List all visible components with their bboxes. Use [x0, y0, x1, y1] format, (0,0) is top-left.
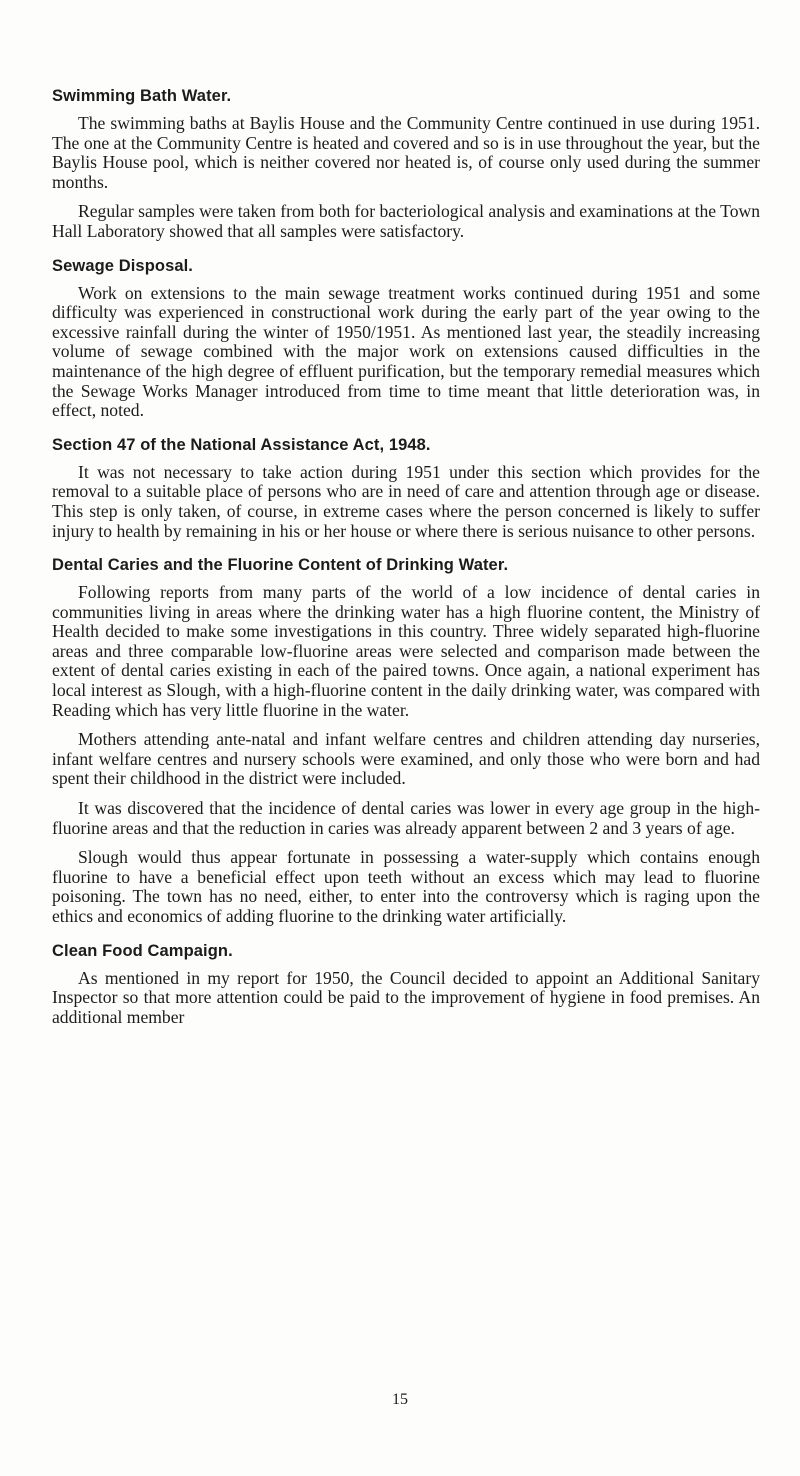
paragraph: As mentioned in my report for 1950, the Council decided to appoint an Additional Sanitary Inspector so that more attention could be paid to the improvement of hygiene in food premises. An additional member — [52, 967, 760, 1027]
page-number: 15 — [392, 1391, 408, 1408]
paragraph: Slough would thus appear fortunate in possessing a water-supply which contains enough fluorine to have a beneficial effect upon teeth without an excess which may lead to fluorine poisoning. The town has no need, either, to enter into the controversy which is raging upon the ethics and economics of adding fluorine to the drinking water artificially. — [52, 847, 760, 926]
section-sewage-disposal — [52, 256, 760, 421]
paragraph: Regular samples were taken from both for bacteriological analysis and examinations at the Town Hall Laboratory showed that all samples were satisfactory. — [52, 201, 760, 241]
page-content — [52, 86, 760, 1041]
section-national-assistance-act — [52, 435, 760, 541]
paragraph: Work on extensions to the main sewage treatment works continued during 1951 and some difficulty was experienced in constructional work during the early part of the year owing to the excessive rainfall during the winter of 1950/1951. As mentioned last year, the steadily increasing volume of sewage combined with the major work on extensions caused difficulties in the maintenance of the high degree of effluent purification, but the temporary remedial measures which the Sewage Works Manager introduced from time to time meant that little deterioration was, in effect, noted. — [52, 282, 760, 421]
section-heading: Sewage Disposal. — [52, 256, 193, 275]
section-swimming-bath-water — [52, 86, 760, 242]
paragraph: Following reports from many parts of the world of a low incidence of dental caries in communities living in areas where the drinking water has a high fluorine content, the Ministry of Health decided to make some investigations in this country. Three widely separated high-fluorine areas and three comparable low-fluorine areas were selected and comparison made between the extent of dental caries existing in each of the paired towns. Once again, a national experiment has local interest as Slough, with a high-fluorine content in the daily drinking water, was compared with Reading which has very little fluorine in the water. — [52, 582, 760, 720]
paragraph: The swimming baths at Baylis House and the Community Centre continued in use during 1951. The one at the Community Centre is heated and covered and so is in use throughout the year, but the Baylis House pool, which is neither covered nor heated is, of course only used during the summer months. — [52, 113, 760, 192]
section-clean-food-campaign — [52, 941, 760, 1028]
paragraph: It was not necessary to take action during 1951 under this section which provides for the removal to a suitable place of persons who are in need of care and attention through age or disease. This step is only taken, of course, in extreme cases where the person concerned is likely to suffer injury to health by remaining in his or her house or where there is serious nuisance to other persons. — [52, 461, 760, 541]
section-heading: Clean Food Campaign. — [52, 941, 233, 960]
paragraph: It was discovered that the incidence of dental caries was lower in every age group in the high-fluorine areas and that the reduction in caries was already apparent between 2 and 3 years of age. — [52, 798, 760, 838]
section-heading: Section 47 of the National Assistance Act, 1948. — [52, 435, 431, 454]
paragraph: Mothers attending ante-natal and infant welfare centres and children attending day nurseries, infant welfare centres and nursery schools were examined, and only those who were born and had spent their childhood in the district were included. — [52, 729, 760, 789]
section-dental-caries — [52, 555, 760, 927]
section-heading: Swimming Bath Water. — [52, 87, 232, 105]
section-heading: Dental Caries and the Fluorine Content of Drinking Water. — [52, 556, 509, 575]
